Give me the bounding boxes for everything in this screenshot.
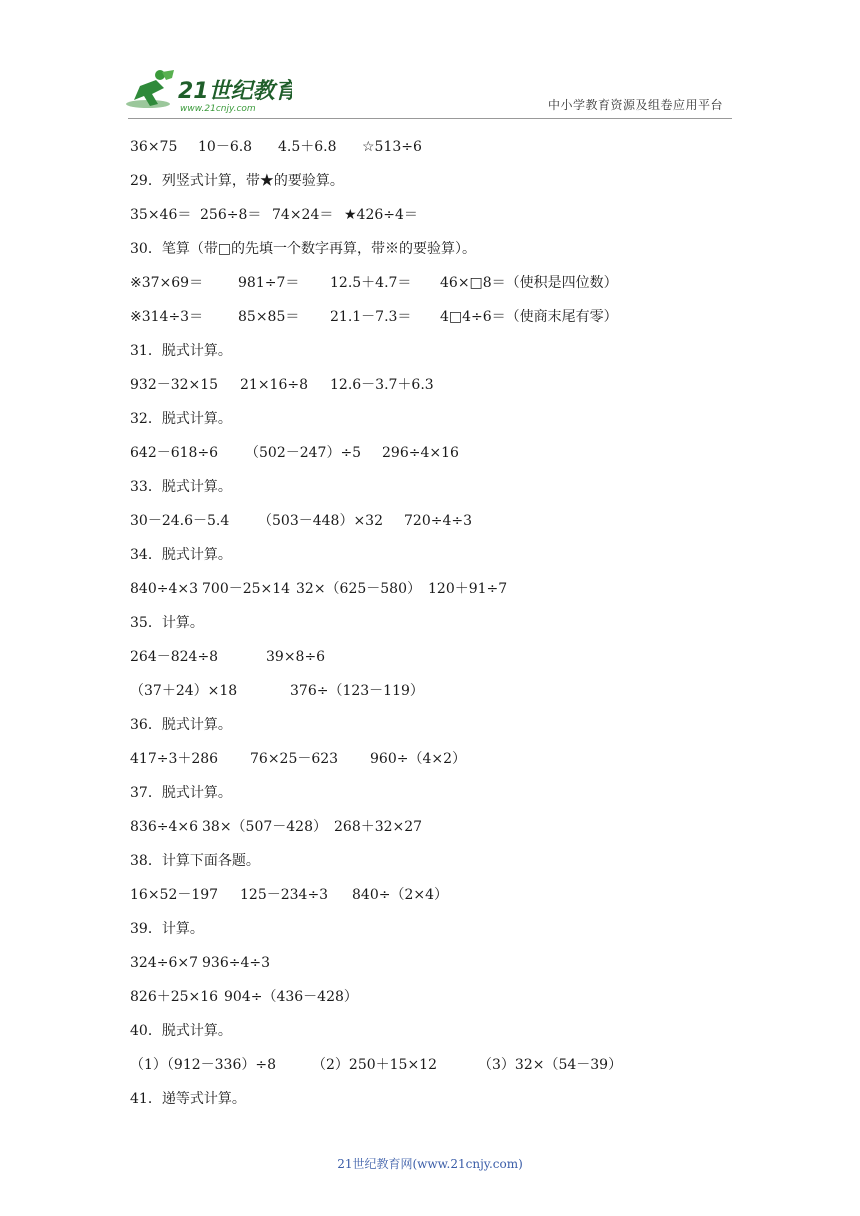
expression-item: （37＋24）×18	[130, 683, 238, 699]
expression-item: 840÷4×3	[130, 581, 198, 597]
question-heading: 41．递等式计算。	[130, 1091, 246, 1107]
expression-item: 21.1－7.3＝	[330, 309, 412, 325]
expression-item: 21×16÷8	[240, 377, 308, 393]
expression-item: （3）32×（54－39）	[478, 1057, 623, 1073]
expression-item: 46×□8＝（使积是四位数）	[440, 275, 618, 291]
question-heading: 32．脱式计算。	[130, 411, 232, 427]
expression-item: 85×85＝	[238, 309, 300, 325]
expression-item: 10－6.8	[198, 139, 253, 155]
expression-item: ※37×69＝	[130, 275, 204, 291]
logo-subtext: www.21cnjy.com	[180, 104, 256, 114]
expression-item: 324÷6×7	[130, 955, 198, 971]
expression-item: 826＋25×16	[130, 989, 219, 1005]
expression-item: 76×25－623	[250, 751, 339, 767]
question-heading: 34．脱式计算。	[130, 547, 232, 563]
question-heading: 37．脱式计算。	[130, 785, 232, 801]
expression-item: 700－25×14	[202, 581, 291, 597]
expression-item: 256÷8＝	[200, 207, 262, 223]
expression-item: 932－32×15	[130, 377, 219, 393]
question-heading: 36．脱式计算。	[130, 717, 232, 733]
expression-item: 16×52－197	[130, 887, 219, 903]
question-heading: 33．脱式计算。	[130, 479, 232, 495]
expression-item: （502－247）÷5	[245, 445, 362, 461]
expression-item: 296÷4×16	[382, 445, 459, 461]
expression-item: ※314÷3＝	[130, 309, 204, 325]
expression-item: 904÷（436－428）	[224, 989, 358, 1005]
expression-item: （503－448）×32	[258, 513, 383, 529]
expression-item: 268＋32×27	[334, 819, 423, 835]
expression-item: 417÷3＋286	[130, 751, 219, 767]
expression-item: 376÷（123－119）	[290, 683, 424, 699]
expression-item: 4□4÷6＝（使商末尾有零）	[440, 309, 618, 325]
expression-item: 120＋91÷7	[428, 581, 508, 597]
expression-item: 936÷4÷3	[202, 955, 270, 971]
site-logo	[122, 66, 292, 116]
expression-item: 74×24＝	[272, 207, 334, 223]
expression-item: 840÷（2×4）	[352, 887, 448, 903]
expression-item: （2）250＋15×12	[312, 1057, 437, 1073]
expression-item: （1）（912－336）÷8	[130, 1057, 276, 1073]
expression-item: 30－24.6－5.4	[130, 513, 230, 529]
logo-text: 21世纪教育	[178, 79, 292, 104]
expression-item: 960÷（4×2）	[370, 751, 466, 767]
question-heading: 29．列竖式计算，带★的要验算。	[130, 173, 344, 189]
question-heading: 31．脱式计算。	[130, 343, 232, 359]
expression-item: 12.5＋4.7＝	[330, 275, 412, 291]
expression-item: 12.6－3.7＋6.3	[330, 377, 434, 393]
expression-item: 836÷4×6	[130, 819, 198, 835]
expression-item: 4.5＋6.8	[278, 139, 337, 155]
expression-item: 981÷7＝	[238, 275, 300, 291]
runner-logo-icon	[122, 66, 292, 116]
expression-item: 32×（625－580）	[296, 581, 421, 597]
expression-item: 35×46＝	[130, 207, 192, 223]
expression-item: 38×（507－428）	[202, 819, 327, 835]
expression-item: 264－824÷8	[130, 649, 219, 665]
expression-item: 642－618÷6	[130, 445, 219, 461]
expression-item: 36×75	[130, 139, 178, 155]
expression-item: ☆513÷6	[362, 139, 422, 155]
question-heading: 40．脱式计算。	[130, 1023, 232, 1039]
footer-site: 21世纪教育网(www.21cnjy.com)	[337, 1157, 523, 1171]
expression-item: 125－234÷3	[240, 887, 329, 903]
question-heading: 35．计算。	[130, 615, 204, 631]
question-heading: 30．笔算（带□的先填一个数字再算，带※的要验算）。	[130, 241, 477, 257]
expression-item: ★426÷4＝	[344, 207, 418, 223]
question-heading: 39．计算。	[130, 921, 204, 937]
platform-name: 中小学教育资源及组卷应用平台	[548, 98, 724, 112]
header-divider	[128, 118, 732, 119]
expression-item: 39×8÷6	[266, 649, 326, 665]
expression-item: 720÷4÷3	[404, 513, 472, 529]
question-heading: 38．计算下面各题。	[130, 853, 260, 869]
